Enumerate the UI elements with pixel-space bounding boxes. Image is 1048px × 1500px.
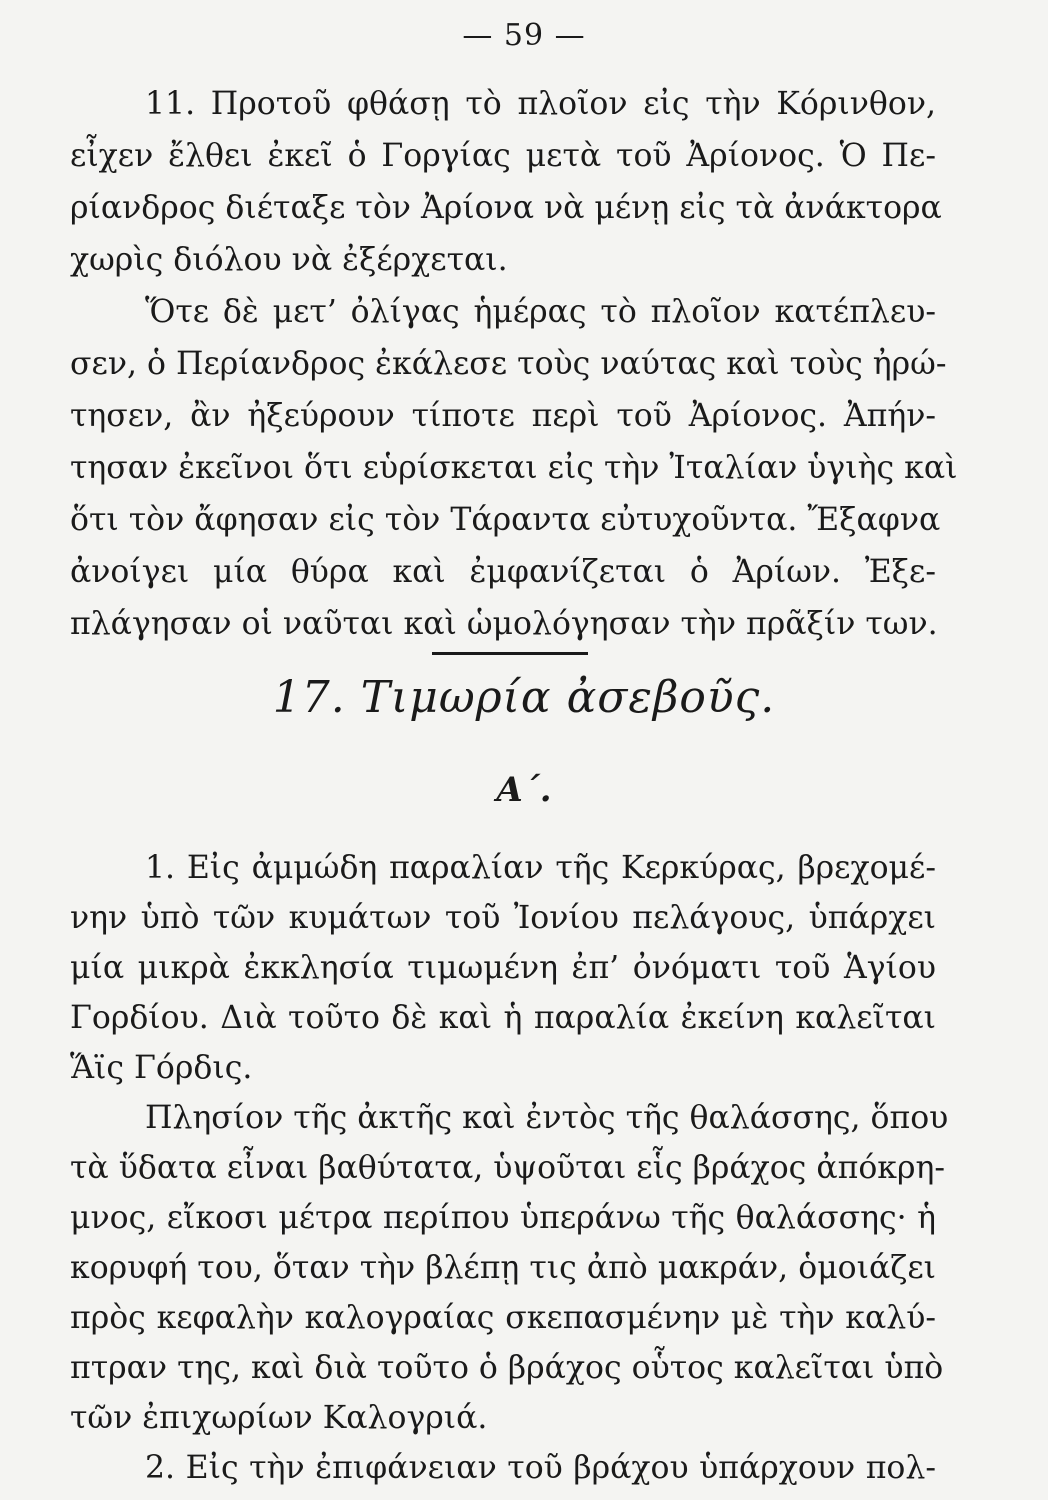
text-line: μνος, εἴκοσι μέτρα περίπου ὑπεράνω τῆς θαλάσσης· ἡ	[70, 1200, 936, 1236]
text-line: κορυφή του, ὅταν τὴν βλέπῃ τις ἀπὸ μακράν, ὁμοιάζει	[70, 1250, 936, 1286]
text-line: εἶχεν ἔλθει ἐκεῖ ὁ Γοργίας μετὰ τοῦ Ἀρίονος. Ὁ Πε-	[70, 138, 936, 174]
text-line: ἀνοίγει μία θύρα καὶ ἐμφανίζεται ὁ Ἀρίων. Ἐξε-	[70, 554, 936, 590]
text-line: Γορδίου. Διὰ τοῦτο δὲ καὶ ἡ παραλία ἐκείνη καλεῖται	[70, 1000, 936, 1036]
text-line: χωρὶς διόλου νὰ ἐξέρχεται.	[70, 242, 508, 278]
text-line: πλάγησαν οἱ ναῦται καὶ ὡμολόγησαν τὴν πρᾶξίν των.	[70, 606, 938, 642]
text-line: Πλησίον τῆς ἀκτῆς καὶ ἐντὸς τῆς θαλάσσης, ὅπου	[145, 1100, 949, 1136]
text-line: Ὅτε δὲ μετ’ ὀλίγας ἡμέρας τὸ πλοῖον κατέπλευ-	[145, 294, 936, 330]
text-line: 2. Εἰς τὴν ἐπιφάνειαν τοῦ βράχου ὑπάρχουν πολ-	[145, 1450, 936, 1486]
section-subtitle: Α΄.	[496, 770, 552, 810]
text-line: μία μικρὰ ἐκκλησία τιμωμένη ἐπ’ ὀνόματι τοῦ Ἁγίου	[70, 950, 936, 986]
page-number: — 59 —	[462, 18, 586, 53]
text-line: τὰ ὕδατα εἶναι βαθύτατα, ὑψοῦται εἷς βράχος ἀπόκρη-	[70, 1150, 946, 1186]
text-line: νην ὑπὸ τῶν κυμάτων τοῦ Ἰονίου πελάγους, ὑπάρχει	[70, 900, 936, 936]
text-line: πρὸς κεφαλὴν καλογραίας σκεπασμένην μὲ τὴν καλύ-	[70, 1300, 936, 1336]
text-line: πτραν της, καὶ διὰ τοῦτο ὁ βράχος οὗτος καλεῖται ὑπὸ	[70, 1350, 944, 1386]
text-line: ὅτι τὸν ἄφησαν εἰς τὸν Τάραντα εὐτυχοῦντα. Ἔξαφνα	[70, 502, 941, 538]
section-title: 17. Τιμωρία ἀσεβοῦς.	[272, 672, 776, 723]
text-line: 1. Εἰς ἀμμώδη παραλίαν τῆς Κερκύρας, βρεχομέ-	[145, 850, 936, 886]
text-line: σεν, ὁ Περίανδρος ἐκάλεσε τοὺς ναύτας καὶ τοὺς ἠρώ-	[70, 346, 947, 382]
text-line: τησεν, ἂν ἠξεύρουν τίποτε περὶ τοῦ Ἀρίονος. Ἀπήν-	[70, 398, 936, 434]
text-line: τῶν ἐπιχωρίων Καλογριά.	[70, 1400, 488, 1436]
text-line: τησαν ἐκεῖνοι ὅτι εὑρίσκεται εἰς τὴν Ἰταλίαν ὑγιὴς καὶ	[70, 450, 958, 486]
text-line: 11. Προτοῦ φθάσῃ τὸ πλοῖον εἰς τὴν Κόρινθον,	[145, 86, 936, 122]
text-line: Ἅϊς Γόρδις.	[70, 1050, 253, 1086]
section-divider	[432, 652, 588, 655]
text-line: ρίανδρος διέταξε τὸν Ἀρίονα νὰ μένῃ εἰς τὰ ἀνάκτορα	[70, 190, 942, 226]
